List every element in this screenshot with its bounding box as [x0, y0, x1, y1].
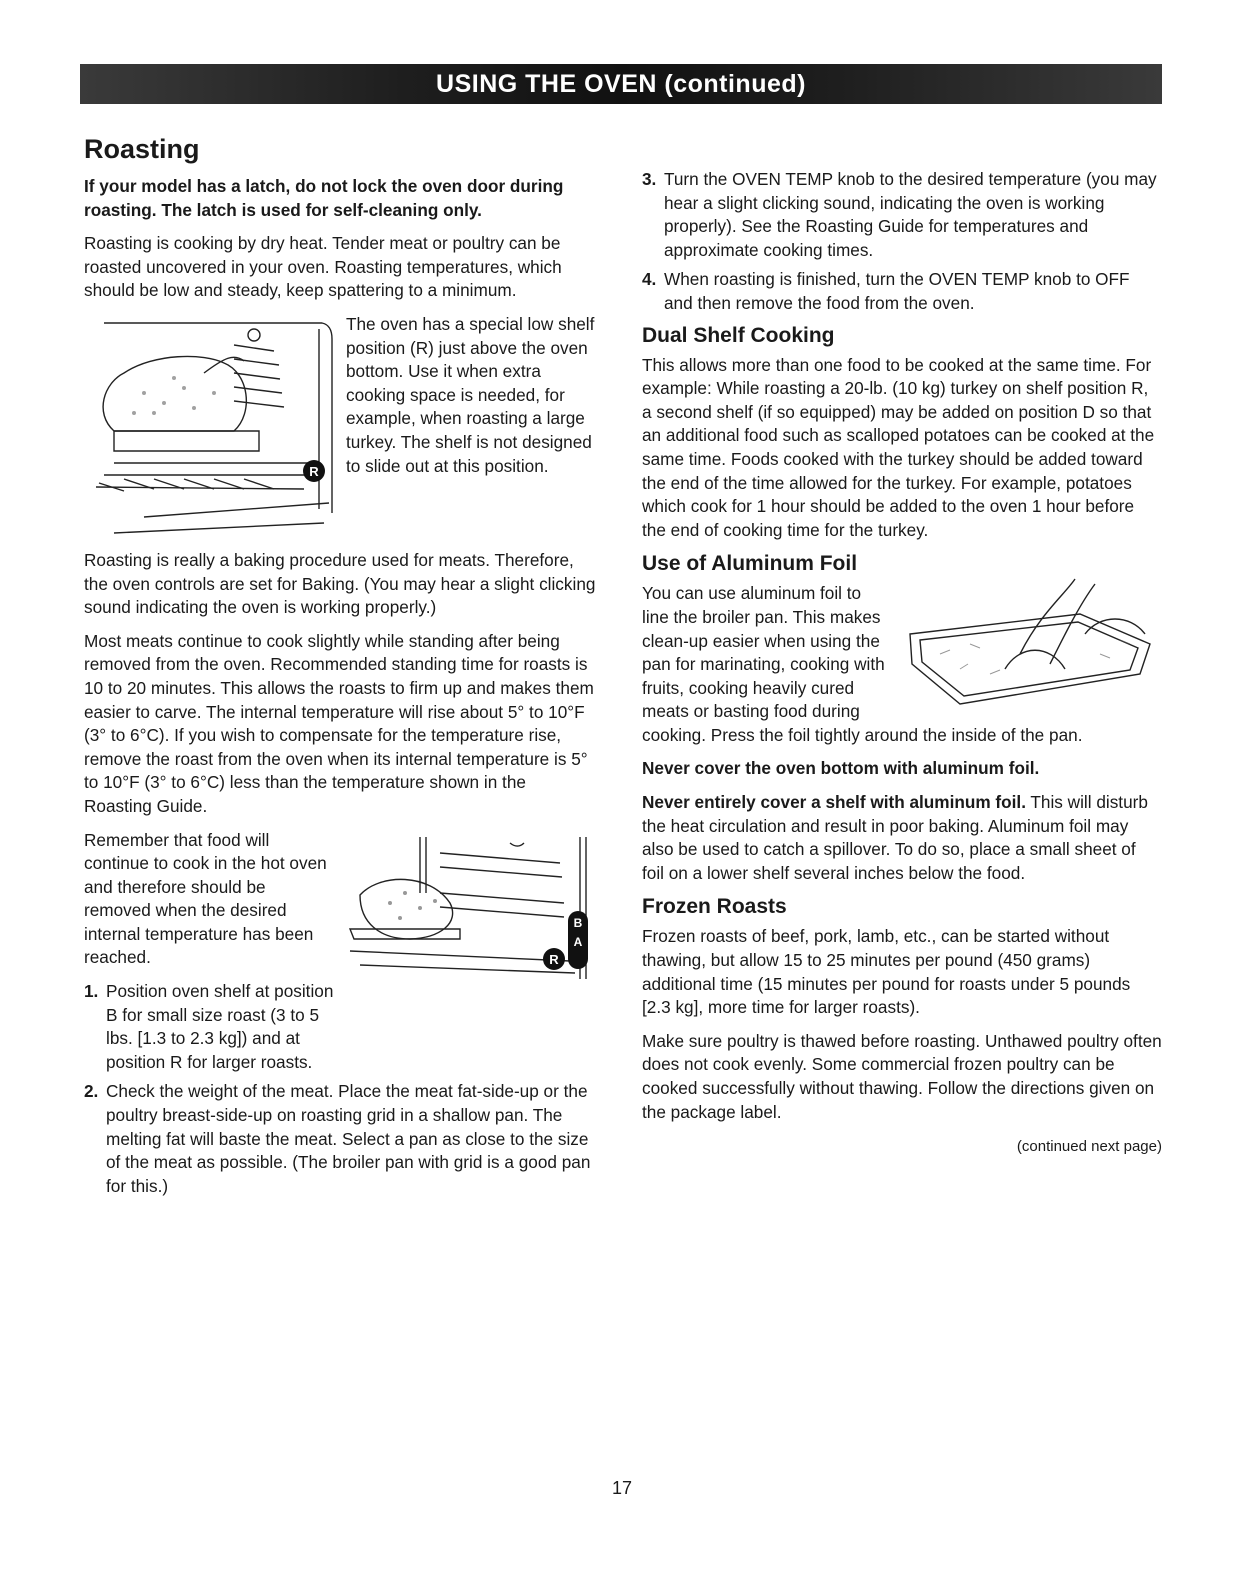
frozen-roasts-paragraph-2: Make sure poultry is thawed before roasting. Unthawed poultry often does not cook evenly. Some commercial frozen poultry can be cooked successfully without thawing. Follow the directions given on the package label.: [642, 1030, 1162, 1122]
page-number: 17: [611, 1478, 633, 1498]
latch-warning: If your model has a latch, do not lock the oven door during roasting. The latch is used for self-cleaning only.: [84, 176, 564, 220]
aluminum-foil-title: Use of Aluminum Foil: [642, 552, 858, 576]
section-banner: [80, 64, 1162, 104]
roasting-title: Roasting: [84, 134, 200, 164]
shelf-b-label: B: [573, 915, 583, 930]
foil-warning-2: [642, 791, 1162, 885]
continued-note: (continued next page): [1016, 1138, 1162, 1156]
shelf-r-label: R: [309, 463, 319, 479]
dual-shelf-paragraph: This allows more than one food to be cooked at the same time. For example: While roasting a 20-lb. (10 kg) turkey on shelf position R, a second shelf (if so equipped) may be added on position D so that an additional food such as scalloped potatoes can be cooked at the same time. Foods cooked with the turkey should be added toward the end of the time allowed for the turkey. For example, potatoes which cook for 1 hour should be added to the oven 1 hour before the end of cooking time for the turkey.: [642, 354, 1155, 540]
shelf-r2-label: R: [549, 951, 559, 967]
frozen-roasts-paragraph-1: Frozen roasts of beef, pork, lamb, etc., can be started without thawing, but allow 15 to 25 minutes per pound (450 grams) additional time (15 minutes per pound for roasts under 5 pounds [2.3 kg], more time for larger roasts).: [642, 926, 1131, 1018]
shelf-a-label: A: [573, 934, 583, 949]
roasting-intro: Roasting is cooking by dry heat. Tender meat or poultry can be roasted uncovered in your oven. Roasting temperatures, which should be low and steady, keep spattering to a minimum.: [84, 233, 562, 301]
frozen-roasts-title: Frozen Roasts: [642, 895, 787, 919]
roasting-baking-paragraph: Roasting is really a baking procedure used for meats. Therefore, the oven controls are set for Baking. (You may hear a slight clicking sound indicating the oven is working properly.): [84, 549, 596, 618]
step-2: 2. Check the weight of the meat. Place the meat fat-side-up or the poultry breast-side-up on roasting grid in a shallow pan. The melting fat will baste the meat. Select a pan as close to the size of the meat as possible. (The broiler pan with grid is a good pan for this.): [84, 1080, 596, 1198]
step-1: 1. Position oven shelf at position B for small size roast (3 to 5 lbs. [1.3 to 2.3 kg]) and at position R for larger roasts.: [84, 980, 334, 1074]
step-3-text: Turn the OVEN TEMP knob to the desired temperature (you may hear a slight clicking sound, indicating the oven is working properly). See the Roasting Guide for temperatures and approximate cooking times.: [664, 169, 1157, 260]
remember-paragraph: Remember that food will continue to cook in the hot oven and therefore should be removed when the desired internal temperature has been reached.: [84, 829, 327, 968]
step-4-text: When roasting is finished, turn the OVEN TEMP knob to OFF and then remove the food from the oven.: [664, 269, 1130, 313]
foil-warning-2-rest: This will disturb the heat circulation and result in poor baking. Aluminum foil may also be used to catch a spillover. To do so, place a small sheet of foil on a lower shelf several inches below the food.: [642, 792, 1148, 883]
foil-pan-illustration: [900, 574, 1162, 720]
standing-time-paragraph: Most meats continue to cook slightly while standing after being removed from the oven. Recommended standing time for roasts is 10 to 20 minutes. This allows the roasts to firm up and makes them easier to carve. The internal temperature will rise about 5° to 10°F (3° to 6°C). If you wish to compensate for the temperature rise, remove the roast from the oven when its internal temperature is 5° to 10°F (3° to 6°C) less than the temperature shown in the Roasting Guide.: [84, 630, 594, 816]
step-4: 4. When roasting is finished, turn the OVEN TEMP knob to OFF and then remove the food from the oven.: [642, 268, 1162, 315]
foil-warning-2-bold: Never entirely cover a shelf with aluminum foil.: [642, 792, 1026, 813]
step-1-text: Position oven shelf at position B for small size roast (3 to 5 lbs. [1.3 to 2.3 kg]) and at position R for larger roasts.: [106, 981, 334, 1072]
low-shelf-caption: The oven has a special low shelf position (R) just above the oven bottom. Use it when extra cooking space is needed, for example, when roasting a large turkey. The shelf is not designed to slide out at this position.: [346, 313, 595, 476]
aluminum-foil-paragraph: You can use aluminum foil to line the broiler pan. This makes clean-up easier when using the pan for marinating, cooking with fruits, cooking heavily cured meats or basting food during cooking. Press the foil tightly around the inside of the pan.: [642, 583, 1083, 745]
turkey-oven-illustration: [84, 313, 342, 545]
step-2-text: Check the weight of the meat. Place the meat fat-side-up or the poultry breast-side-up on roasting grid in a shallow pan. The melting fat will baste the meat. Select a pan as close to the size of the meat as possible. (The broiler pan with grid is a good pan for this.): [106, 1081, 591, 1196]
roast-shelf-illustration: [340, 833, 596, 983]
foil-warning-1: Never cover the oven bottom with aluminum foil.: [642, 758, 1040, 779]
right-column: [642, 168, 1162, 1155]
dual-shelf-title: Dual Shelf Cooking: [642, 323, 835, 347]
step-3: 3. Turn the OVEN TEMP knob to the desired temperature (you may hear a slight clicking sound, indicating the oven is working properly). See the Roasting Guide for temperatures and approximate cooking times.: [642, 168, 1162, 262]
left-column: [84, 120, 596, 1204]
banner-title: USING THE OVEN (continued): [436, 69, 806, 98]
